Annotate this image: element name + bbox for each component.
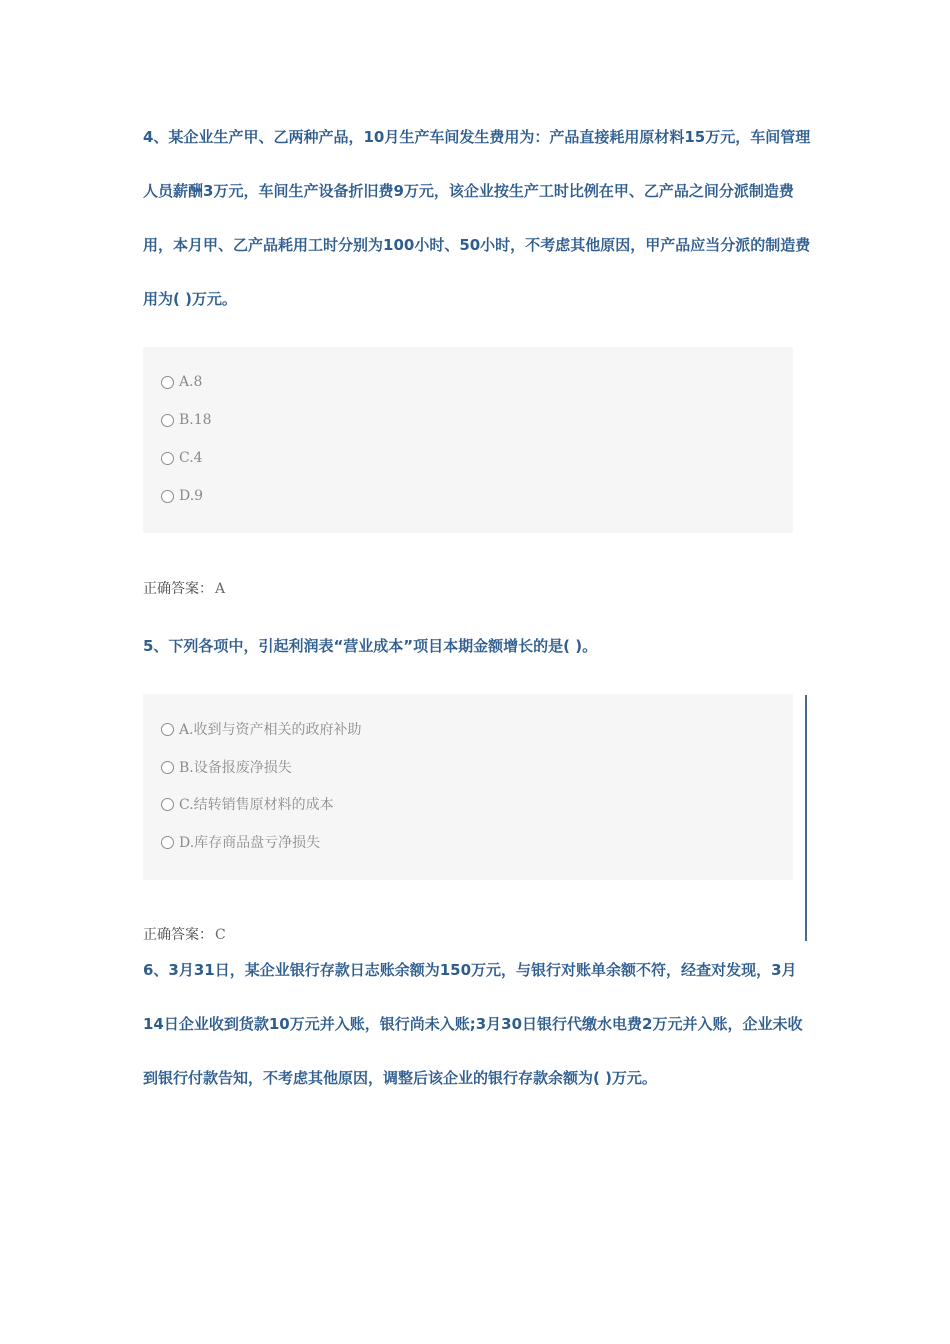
answer-label: 正确答案：	[143, 927, 213, 943]
option-label: C.4	[179, 450, 203, 466]
option-d[interactable]	[161, 485, 203, 507]
radio-button-icon[interactable]	[161, 836, 174, 849]
radio-button-icon[interactable]	[161, 490, 174, 503]
option-label: D.9	[179, 488, 204, 504]
question-4-options	[143, 347, 793, 533]
radio-button-icon[interactable]	[161, 414, 174, 427]
question-4-answer	[143, 578, 225, 598]
option-label: D.库存商品盘亏净损失	[179, 835, 321, 851]
answer-value: C	[215, 927, 226, 943]
answer-label: 正确答案：	[143, 581, 213, 597]
option-a[interactable]	[161, 718, 362, 740]
option-label: B.设备报废净损失	[179, 760, 292, 776]
question-5-answer	[143, 924, 226, 944]
question-6-text: 6、3月31日，某企业银行存款日志账余额为150万元，与银行对账单余额不符，经查对发现，3月14日企业收到货款10万元并入账，银行尚未入账;3月30日银行代缴水电费2万元并入账，企业未收到银行付款告知，不考虑其他原因，调整后该企业的银行存款余额为( )万元。	[143, 961, 803, 1087]
option-a[interactable]	[161, 371, 202, 393]
radio-button-icon[interactable]	[161, 798, 174, 811]
answer-value: A	[215, 581, 226, 597]
option-b[interactable]	[161, 756, 292, 778]
option-c[interactable]	[161, 793, 334, 815]
option-label: B.18	[179, 412, 212, 428]
option-label: C.结转销售原材料的成本	[179, 797, 334, 813]
vertical-divider	[805, 695, 807, 941]
radio-button-icon[interactable]	[161, 452, 174, 465]
question-5-options	[143, 694, 793, 880]
question-4-text: 4、某企业生产甲、乙两种产品，10月生产车间发生费用为：产品直接耗用原材料15万元，车间管理人员薪酬3万元，车间生产设备折旧费9万元，该企业按生产工时比例在甲、乙产品之间分派制造费用，本月甲、乙产品耗用工时分别为100小时、50小时，不考虑其他原因，甲产品应当分派的制造费用为( )万元。	[143, 128, 811, 308]
radio-button-icon[interactable]	[161, 761, 174, 774]
option-label: A.收到与资产相关的政府补助	[179, 722, 362, 738]
radio-button-icon[interactable]	[161, 723, 174, 736]
radio-button-icon[interactable]	[161, 376, 174, 389]
question-5-text: 5、下列各项中，引起利润表“营业成本”项目本期金额增长的是( )。	[143, 637, 598, 655]
option-d[interactable]	[161, 831, 320, 853]
option-b[interactable]	[161, 409, 212, 431]
option-label: A.8	[179, 374, 203, 390]
option-c[interactable]	[161, 447, 203, 469]
